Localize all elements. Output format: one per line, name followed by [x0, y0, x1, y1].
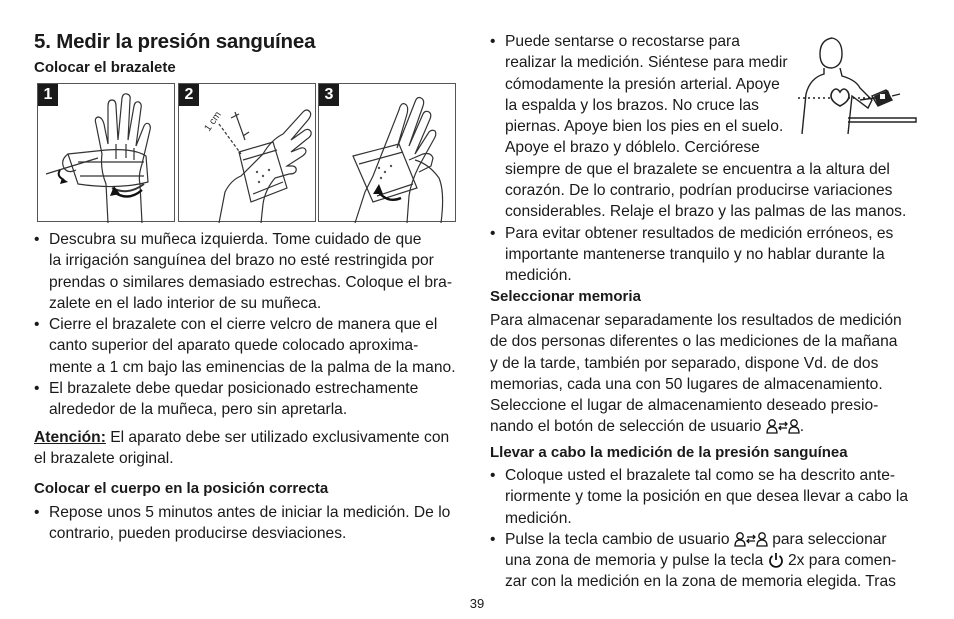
memory-paragraph: Para almacenar separadamente los resultados de medición de dos personas diferentes o las mediciones de la mañana y de la tarde, también por separado, dispone Vd. de dos memorias, cada una con 50 lugares de almacenamiento. Seleccione el lugar de almacenamiento deseado presio- nando el botón de selección de usuario .	[490, 312, 902, 436]
user-switch-icon	[766, 418, 800, 434]
figure-1	[37, 83, 175, 222]
list-item: • Coloque usted el brazalete tal como se ha descrito ante- riormente y tome la posición en que desea llevar a cabo la medición.	[490, 467, 909, 527]
bullet: •	[34, 316, 40, 334]
bullet: •	[490, 33, 496, 50]
bullet: •	[490, 530, 496, 548]
body-bullet-list	[34, 502, 466, 545]
wrist-cuff-position-icon	[179, 84, 317, 223]
figure-1-number: 1	[38, 84, 58, 106]
figure-3-number: 3	[319, 84, 339, 106]
power-icon	[768, 552, 784, 568]
list-item: • Descubra su muñeca izquierda. Tome cuidado de que la irrigación sanguínea del brazo no esté restringida por prendas o similares demasiado estrechas. Coloque el bra- zalete en el lado interior de su muñeca.	[34, 231, 453, 312]
user-switch-icon	[734, 531, 768, 547]
page-number: 39	[469, 596, 485, 611]
list-item: • Pulse la tecla cambio de usuario para seleccionar una zona de memoria y pulse la tecla 2x para comen- zar con la medición en la zona de memoria elegida. Tras	[490, 530, 897, 591]
figure-2	[178, 83, 316, 222]
subtitle-cuff: Colocar el brazalete	[34, 59, 176, 76]
list-item: • Cierre el brazalete con el cierre velcro de manera que el canto superior del aparato quede colocado aproxima- mente a 1 cm bajo las eminencias de la palma de la mano.	[34, 316, 456, 376]
attention-label: Atención:	[34, 429, 106, 446]
measure-list	[490, 465, 925, 593]
bullet: •	[34, 504, 40, 521]
page-title: 5. Medir la presión sanguínea	[34, 30, 316, 53]
wrist-cuff-closing-icon	[319, 84, 457, 223]
bullet: •	[34, 231, 40, 248]
figure-2-annotation: 1 cm	[202, 109, 224, 134]
subtitle-body: Colocar el cuerpo en la posición correcta	[34, 480, 329, 497]
figure-3	[318, 83, 456, 222]
figure-2-number: 2	[179, 84, 199, 106]
bullet: •	[34, 380, 40, 398]
list-item: • El brazalete debe quedar posicionado estrechamente alrededor de la muñeca, pero sin apretarla.	[34, 380, 419, 419]
list-item: • Repose unos 5 minutos antes de iniciar la medición. De lo contrario, pueden producirse desviaciones.	[34, 504, 451, 543]
list-item: • Para evitar obtener resultados de medición erróneos, es importante mantenerse tranquilo y no hablar durante la medición.	[490, 224, 894, 285]
posture-list	[490, 31, 925, 287]
subtitle-measure: Llevar a cabo la medición de la presión sanguínea	[490, 444, 848, 461]
attention-note: Atención: El aparato debe ser utilizado exclusivamente con el brazalete original.	[34, 429, 450, 468]
wrist-open-cuff-icon	[38, 84, 176, 223]
subtitle-memory: Seleccionar memoria	[490, 288, 641, 305]
list-item: • Puede sentarse o recostarse para realizar la medición. Siéntese para medir cómodamente la presión arterial. Apoye la espalda y los brazos. No cruce las piernas. Apoye bien los pies en el suelo. Apoye el brazo y dóblelo. Cerciórese siempre de que el brazalete se encuentra a la altura del corazón. De lo contrario, podrían producirse variaciones considerables. Relaje el brazo y las palmas de las manos.	[490, 33, 907, 221]
cuff-bullet-list	[34, 229, 466, 421]
cuff-figures	[37, 83, 456, 222]
bullet: •	[490, 467, 496, 484]
bullet: •	[490, 224, 496, 242]
